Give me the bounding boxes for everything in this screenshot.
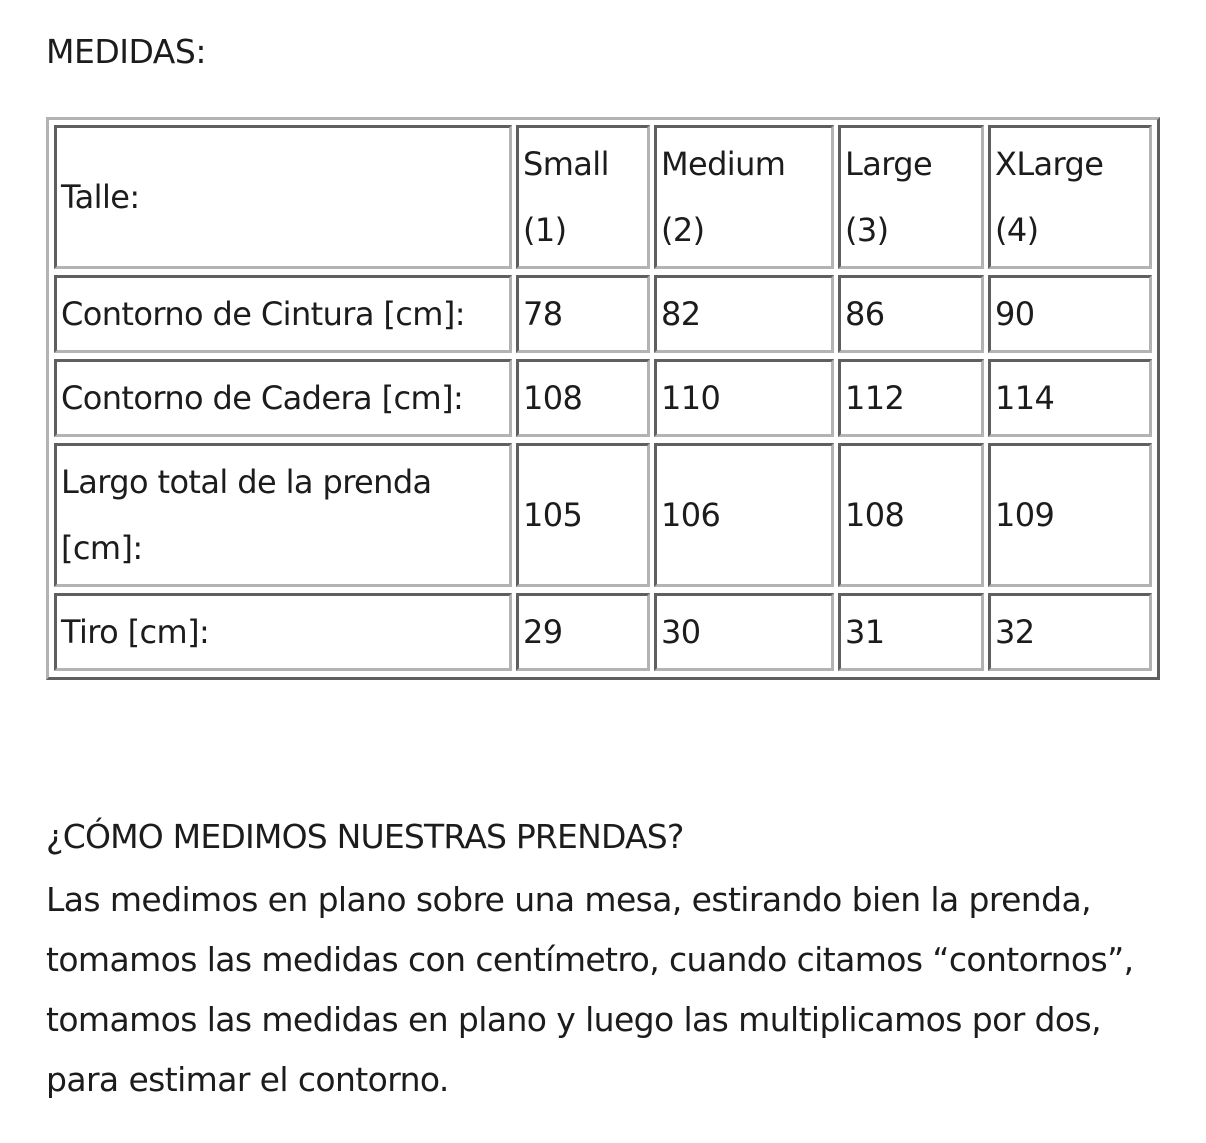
table-cell bbox=[654, 443, 834, 587]
row-label: Largo total de la prenda [cm]: bbox=[61, 463, 432, 567]
table-cell bbox=[516, 359, 650, 437]
header-cell-talle bbox=[54, 125, 512, 269]
table-cell bbox=[838, 593, 984, 671]
table-cell bbox=[988, 593, 1152, 671]
size-code: (1) bbox=[523, 211, 567, 249]
page-title: MEDIDAS: bbox=[46, 32, 206, 71]
cell-value: 29 bbox=[523, 613, 563, 651]
row-label-tiro bbox=[54, 593, 512, 671]
cell-value: 31 bbox=[845, 613, 885, 651]
row-label: Contorno de Cadera [cm]: bbox=[61, 379, 464, 417]
row-label: Tiro [cm]: bbox=[61, 613, 210, 651]
cell-value: 78 bbox=[523, 295, 563, 333]
section-body: Las medimos en plano sobre una mesa, estirando bien la prenda, tomamos las medidas con centímetro, cuando citamos “contornos”, tomamos las medidas en plano y luego las multiplicamos por dos, para estimar el contorno. bbox=[46, 880, 1134, 1099]
table-cell bbox=[654, 359, 834, 437]
cell-value: 108 bbox=[523, 379, 583, 417]
table-cell bbox=[516, 443, 650, 587]
cell-value: 112 bbox=[845, 379, 905, 417]
cell-value: 114 bbox=[995, 379, 1055, 417]
size-table bbox=[46, 117, 1160, 680]
size-code: (3) bbox=[845, 211, 889, 249]
size-name: Medium bbox=[661, 145, 786, 183]
table-cell bbox=[838, 359, 984, 437]
header-label: Talle: bbox=[61, 178, 140, 216]
cell-value: 110 bbox=[661, 379, 721, 417]
size-name: Small bbox=[523, 145, 609, 183]
row-label-largo bbox=[54, 443, 512, 587]
cell-value: 82 bbox=[661, 295, 701, 333]
header-cell-small bbox=[516, 125, 650, 269]
section-title: ¿CÓMO MEDIMOS NUESTRAS PRENDAS? bbox=[46, 817, 684, 856]
cell-value: 90 bbox=[995, 295, 1035, 333]
cell-value: 30 bbox=[661, 613, 701, 651]
table-cell bbox=[654, 593, 834, 671]
size-code: (2) bbox=[661, 211, 705, 249]
table-cell bbox=[838, 275, 984, 353]
size-name: Large bbox=[845, 145, 933, 183]
header-cell-large bbox=[838, 125, 984, 269]
cell-value: 106 bbox=[661, 496, 721, 534]
size-code: (4) bbox=[995, 211, 1039, 249]
cell-value: 108 bbox=[845, 496, 905, 534]
row-label-cintura bbox=[54, 275, 512, 353]
table-cell bbox=[988, 443, 1152, 587]
row-label: Contorno de Cintura [cm]: bbox=[61, 295, 465, 333]
header-size-text bbox=[845, 131, 932, 263]
header-size-text bbox=[523, 131, 609, 263]
cell-value: 105 bbox=[523, 496, 583, 534]
table-cell bbox=[516, 275, 650, 353]
cell-value: 86 bbox=[845, 295, 885, 333]
table-cell bbox=[516, 593, 650, 671]
table-cell bbox=[654, 275, 834, 353]
table-cell bbox=[988, 359, 1152, 437]
table-cell bbox=[838, 443, 984, 587]
header-size-text bbox=[661, 131, 785, 263]
header-cell-medium bbox=[654, 125, 834, 269]
header-cell-xlarge bbox=[988, 125, 1152, 269]
cell-value: 109 bbox=[995, 496, 1055, 534]
size-name: XLarge bbox=[995, 145, 1104, 183]
row-label-cadera bbox=[54, 359, 512, 437]
cell-value: 32 bbox=[995, 613, 1035, 651]
header-size-text bbox=[995, 131, 1103, 263]
table-cell bbox=[988, 275, 1152, 353]
